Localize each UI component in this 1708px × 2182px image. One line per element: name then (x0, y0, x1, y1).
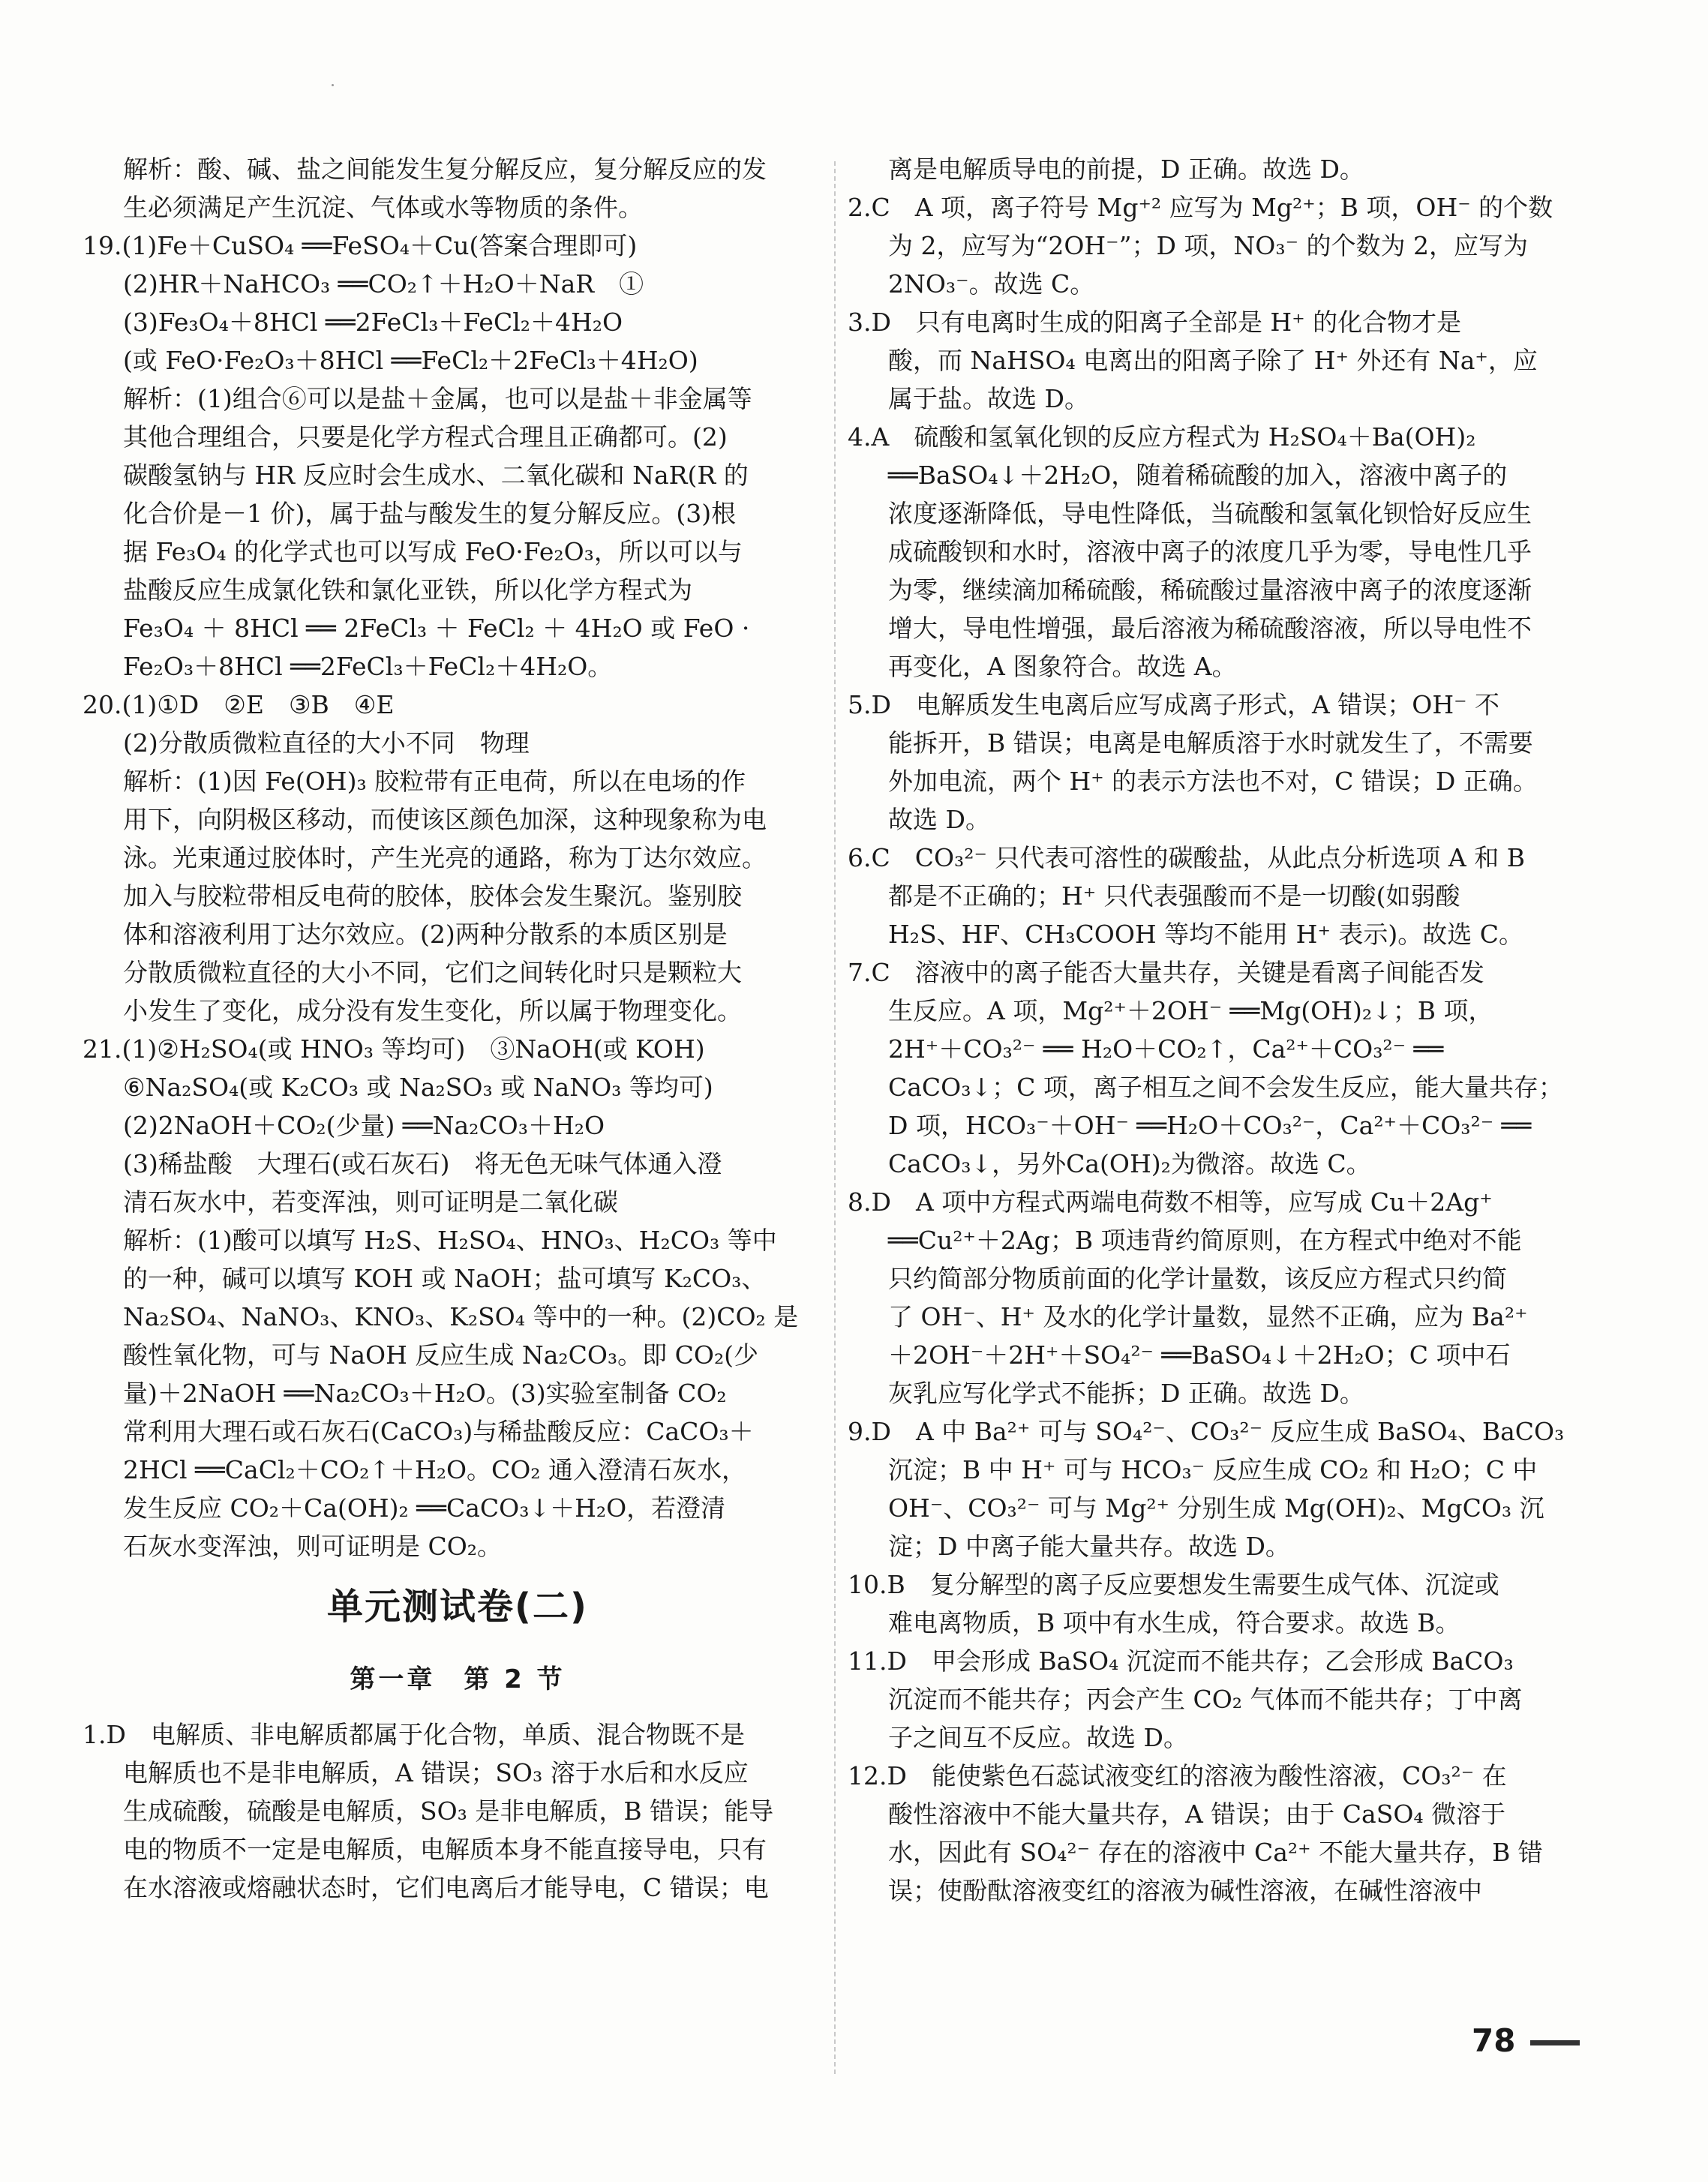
text-line: 10.B 复分解型的离子反应要想发生需要生成气体、沉淀或 (848, 1570, 1499, 1599)
text-line: 2.C A 项，离子符号 Mg⁺² 应写为 Mg²⁺；B 项，OH⁻ 的个数 (848, 193, 1553, 222)
text-line: 故选 D。 (888, 805, 990, 834)
text-line: Fe₂O₃＋8HCl ══2FeCl₃＋FeCl₂＋4H₂O。 (123, 652, 613, 681)
text-line: 解析：(1)酸可以填写 H₂S、H₂SO₄、HNO₃、H₂CO₃ 等中 (123, 1226, 777, 1255)
text-line: (3)Fe₃O₄＋8HCl ══2FeCl₃＋FeCl₂＋4H₂O (123, 308, 623, 337)
text-line: 19.(1)Fe＋CuSO₄ ══FeSO₄＋Cu(答案合理即可) (83, 231, 638, 260)
text-line: (2)2NaOH＋CO₂(少量) ══Na₂CO₃＋H₂O (123, 1111, 605, 1140)
text-line: 成硫酸钡和水时，溶液中离子的浓度几乎为零，导电性几乎 (888, 537, 1532, 566)
left-column (83, 150, 833, 1907)
text-line: 为 2，应写为“2OH⁻”；D 项，NO₃⁻ 的个数为 2，应写为 (888, 231, 1528, 260)
text-line: 在水溶液或熔融状态时，它们电离后才能导电，C 错误；电 (123, 1873, 769, 1902)
text-line: 酸，而 NaHSO₄ 电离出的阳离子除了 H⁺ 外还有 Na⁺，应 (888, 346, 1538, 375)
text-line: 加入与胶粒带相反电荷的胶体，胶体会发生聚沉。鉴别胶 (123, 881, 742, 911)
text-line: 8.D A 项中方程式两端电荷数不相等，应写成 Cu＋2Ag⁺ (848, 1187, 1493, 1217)
text-line: 水，因此有 SO₄²⁻ 存在的溶液中 Ca²⁺ 不能大量共存，B 错 (888, 1838, 1543, 1867)
text-line: 误；使酚酞溶液变红的溶液为碱性溶液，在碱性溶液中 (888, 1876, 1482, 1905)
text-line: D 项，HCO₃⁻＋OH⁻ ══H₂O＋CO₃²⁻，Ca²⁺＋CO₃²⁻ ══ (888, 1111, 1532, 1140)
text-line: OH⁻、CO₃²⁻ 可与 Mg²⁺ 分别生成 Mg(OH)₂、MgCO₃ 沉 (888, 1493, 1544, 1523)
text-line: 5.D 电解质发生电离后应写成离子形式，A 错误；OH⁻ 不 (848, 690, 1500, 719)
text-line: 2NO₃⁻。故选 C。 (888, 269, 1095, 299)
text-line: 用下，向阴极区移动，而使该区颜色加深，这种现象称为电 (123, 805, 767, 834)
text-line: 生必须满足产生沉淀、气体或水等物质的条件。 (123, 193, 643, 222)
text-line: 常利用大理石或石灰石(CaCO₃)与稀盐酸反应：CaCO₃＋ (123, 1417, 754, 1446)
section-title: 第一章 第 2 节 (350, 1664, 566, 1694)
text-line: 盐酸反应生成氯化铁和氯化亚铁，所以化学方程式为 (123, 575, 692, 605)
text-line: 11.D 甲会形成 BaSO₄ 沉淀而不能共存；乙会形成 BaCO₃ (848, 1646, 1514, 1676)
unit-title: 单元测试卷(二) (327, 1586, 588, 1628)
right-column (848, 150, 1598, 1910)
text-line: 浓度逐渐降低，导电性降低，当硫酸和氢氧化钡恰好反应生 (888, 499, 1532, 528)
text-line: CaCO₃↓，另外Ca(OH)₂为微溶。故选 C。 (888, 1149, 1371, 1178)
text-line: 能拆开，B 错误；电离是电解质溶于水时就发生了，不需要 (888, 728, 1533, 758)
text-line: 都是不正确的；H⁺ 只代表强酸而不是一切酸(如弱酸 (888, 881, 1460, 911)
text-line: 解析：酸、碱、盐之间能发生复分解反应，复分解反应的发 (123, 155, 767, 184)
text-line: (2)分散质微粒直径的大小不同 物理 (123, 728, 530, 758)
page-number-bar (1530, 2040, 1580, 2045)
text-line: 6.C CO₃²⁻ 只代表可溶性的碳酸盐，从此点分析选项 A 和 B (848, 843, 1525, 872)
text-line: 21.(1)②H₂SO₄(或 HNO₃ 等均可) ③NaOH(或 KOH) (83, 1034, 705, 1064)
text-line: 7.C 溶液中的离子能否大量共存，关键是看离子间能否发 (848, 958, 1484, 987)
text-line: 了 OH⁻、H⁺ 及水的化学计量数，显然不正确，应为 Ba²⁺ (888, 1302, 1528, 1331)
text-line: 量)＋2NaOH ══Na₂CO₃＋H₂O。(3)实验室制备 CO₂ (123, 1379, 727, 1408)
text-line: H₂S、HF、CH₃COOH 等均不能用 H⁺ 表示)。故选 C。 (888, 920, 1523, 949)
text-line: 为零，继续滴加稀硫酸，稀硫酸过量溶液中离子的浓度逐渐 (888, 575, 1532, 605)
answer-block-2-12 (848, 150, 1598, 1910)
text-line: CaCO₃↓；C 项，离子相互之间不会发生反应，能大量共存； (888, 1073, 1563, 1102)
text-line: ══BaSO₄↓＋2H₂O，随着稀硫酸的加入，溶液中离子的 (888, 461, 1508, 490)
text-line: 20.(1)①D ②E ③B ④E (83, 690, 395, 719)
text-line: 其他合理组合，只要是化学方程式合理且正确都可。(2) (123, 422, 728, 452)
text-line: 小发生了变化，成分没有发生变化，所以属于物理变化。 (123, 996, 742, 1025)
text-line: 分散质微粒直径的大小不同，它们之间转化时只是颗粒大 (123, 958, 742, 987)
text-line: 体和溶液利用丁达尔效应。(2)两种分散系的本质区别是 (123, 920, 728, 949)
text-line: 的一种，碱可以填写 KOH 或 NaOH；盐可填写 K₂CO₃、 (123, 1264, 767, 1293)
text-line: 1.D 电解质、非电解质都属于化合物，单质、混合物既不是 (83, 1720, 745, 1749)
text-line: 生反应。A 项，Mg²⁺＋2OH⁻ ══Mg(OH)₂↓；B 项， (888, 996, 1493, 1025)
text-line: 石灰水变浑浊，则可证明是 CO₂。 (123, 1532, 503, 1561)
text-line: 再变化，A 图象符合。故选 A。 (888, 652, 1237, 681)
text-line: (2)HR＋NaHCO₃ ══CO₂↑＋H₂O＋NaR ① (123, 269, 644, 299)
text-line: 解析：(1)组合⑥可以是盐＋金属，也可以是盐＋非金属等 (123, 384, 752, 413)
text-line: 电解质也不是非电解质，A 错误；SO₃ 溶于水后和水反应 (123, 1758, 749, 1787)
text-line: 难电离物质，B 项中有水生成，符合要求。故选 B。 (888, 1608, 1460, 1637)
text-line: 沉淀；B 中 H⁺ 可与 HCO₃⁻ 反应生成 CO₂ 和 H₂O；C 中 (888, 1455, 1538, 1484)
text-line: 2H⁺＋CO₃²⁻ ══ H₂O＋CO₂↑，Ca²⁺＋CO₃²⁻ ══ (888, 1034, 1444, 1064)
text-line: 12.D 能使紫色石蕊试液变红的溶液为酸性溶液，CO₃²⁻ 在 (848, 1761, 1507, 1790)
text-line: 4.A 硫酸和氢氧化钡的反应方程式为 H₂SO₄＋Ba(OH)₂ (848, 422, 1476, 452)
text-line: 电的物质不一定是电解质，电解质本身不能直接导电，只有 (123, 1835, 767, 1864)
text-line: Na₂SO₄、NaNO₃、KNO₃、K₂SO₄ 等中的一种。(2)CO₂ 是 (123, 1302, 799, 1331)
text-line: 酸性氧化物，可与 NaOH 反应生成 Na₂CO₃。即 CO₂(少 (123, 1340, 759, 1370)
text-line: 沉淀而不能共存；丙会产生 CO₂ 气体而不能共存；丁中离 (888, 1685, 1523, 1714)
text-line: 化合价是－1 价)，属于盐与酸发生的复分解反应。(3)根 (123, 499, 737, 528)
text-line: 属于盐。故选 D。 (888, 384, 1089, 413)
answer-block-19-21 (83, 150, 833, 1565)
text-line: 2HCl ══CaCl₂＋CO₂↑＋H₂O。CO₂ 通入澄清石灰水， (123, 1455, 747, 1484)
text-line: ══Cu²⁺＋2Ag；B 项违背约简原则，在方程式中绝对不能 (888, 1226, 1522, 1255)
text-line: Fe₃O₄ ＋ 8HCl ══ 2FeCl₃ ＋ FeCl₂ ＋ 4H₂O 或 FeO · (123, 614, 750, 643)
text-line: ⑥Na₂SO₄(或 K₂CO₃ 或 Na₂SO₃ 或 NaNO₃ 等均可) (123, 1073, 713, 1102)
text-line: 只约简部分物质前面的化学计量数，该反应方程式只约简 (888, 1264, 1507, 1293)
text-line: 解析：(1)因 Fe(OH)₃ 胶粒带有正电荷，所以在电场的作 (123, 767, 746, 796)
text-line: 淀；D 中离子能大量共存。故选 D。 (888, 1532, 1290, 1561)
text-line: ＋2OH⁻＋2H⁺＋SO₄²⁻ ══BaSO₄↓＋2H₂O；C 项中石 (888, 1340, 1511, 1370)
text-line: 增大，导电性增强，最后溶液为稀硫酸溶液，所以导电性不 (888, 614, 1532, 643)
column-divider (834, 161, 836, 2074)
text-line: 离是电解质导电的前提，D 正确。故选 D。 (888, 155, 1364, 184)
text-line: 3.D 只有电离时生成的阳离子全部是 H⁺ 的化合物才是 (848, 308, 1462, 337)
text-line: 碳酸氢钠与 HR 反应时会生成水、二氧化碳和 NaR(R 的 (123, 461, 749, 490)
text-line: 灰乳应写化学式不能拆；D 正确。故选 D。 (888, 1379, 1364, 1408)
text-line: 清石灰水中，若变浑浊，则可证明是二氧化碳 (123, 1187, 618, 1217)
text-line: 子之间互不反应。故选 D。 (888, 1723, 1188, 1752)
text-line: 生成硫酸，硫酸是电解质，SO₃ 是非电解质，B 错误；能导 (123, 1796, 774, 1826)
text-line: 据 Fe₃O₄ 的化学式也可以写成 FeO·Fe₂O₃，所以可以与 (123, 537, 743, 566)
crop-mark (332, 84, 334, 86)
text-line: 9.D A 中 Ba²⁺ 可与 SO₄²⁻、CO₃²⁻ 反应生成 BaSO₄、BaCO₃ (848, 1417, 1565, 1446)
text-line: 泳。光束通过胶体时，产生光亮的通路，称为丁达尔效应。 (123, 843, 767, 872)
text-line: 发生反应 CO₂＋Ca(OH)₂ ══CaCO₃↓＋H₂O，若澄清 (123, 1493, 726, 1523)
text-line: 外加电流，两个 H⁺ 的表示方法也不对，C 错误；D 正确。 (888, 767, 1538, 796)
text-line: 酸性溶液中不能大量共存，A 错误；由于 CaSO₄ 微溶于 (888, 1799, 1506, 1829)
text-line: (或 FeO·Fe₂O₃＋8HCl ══FeCl₂＋2FeCl₃＋4H₂O) (123, 346, 698, 375)
answer-block-1 (83, 1715, 833, 1907)
page-number: 78 (1472, 2022, 1516, 2059)
text-line: (3)稀盐酸 大理石(或石灰石) 将无色无味气体通入澄 (123, 1149, 722, 1178)
